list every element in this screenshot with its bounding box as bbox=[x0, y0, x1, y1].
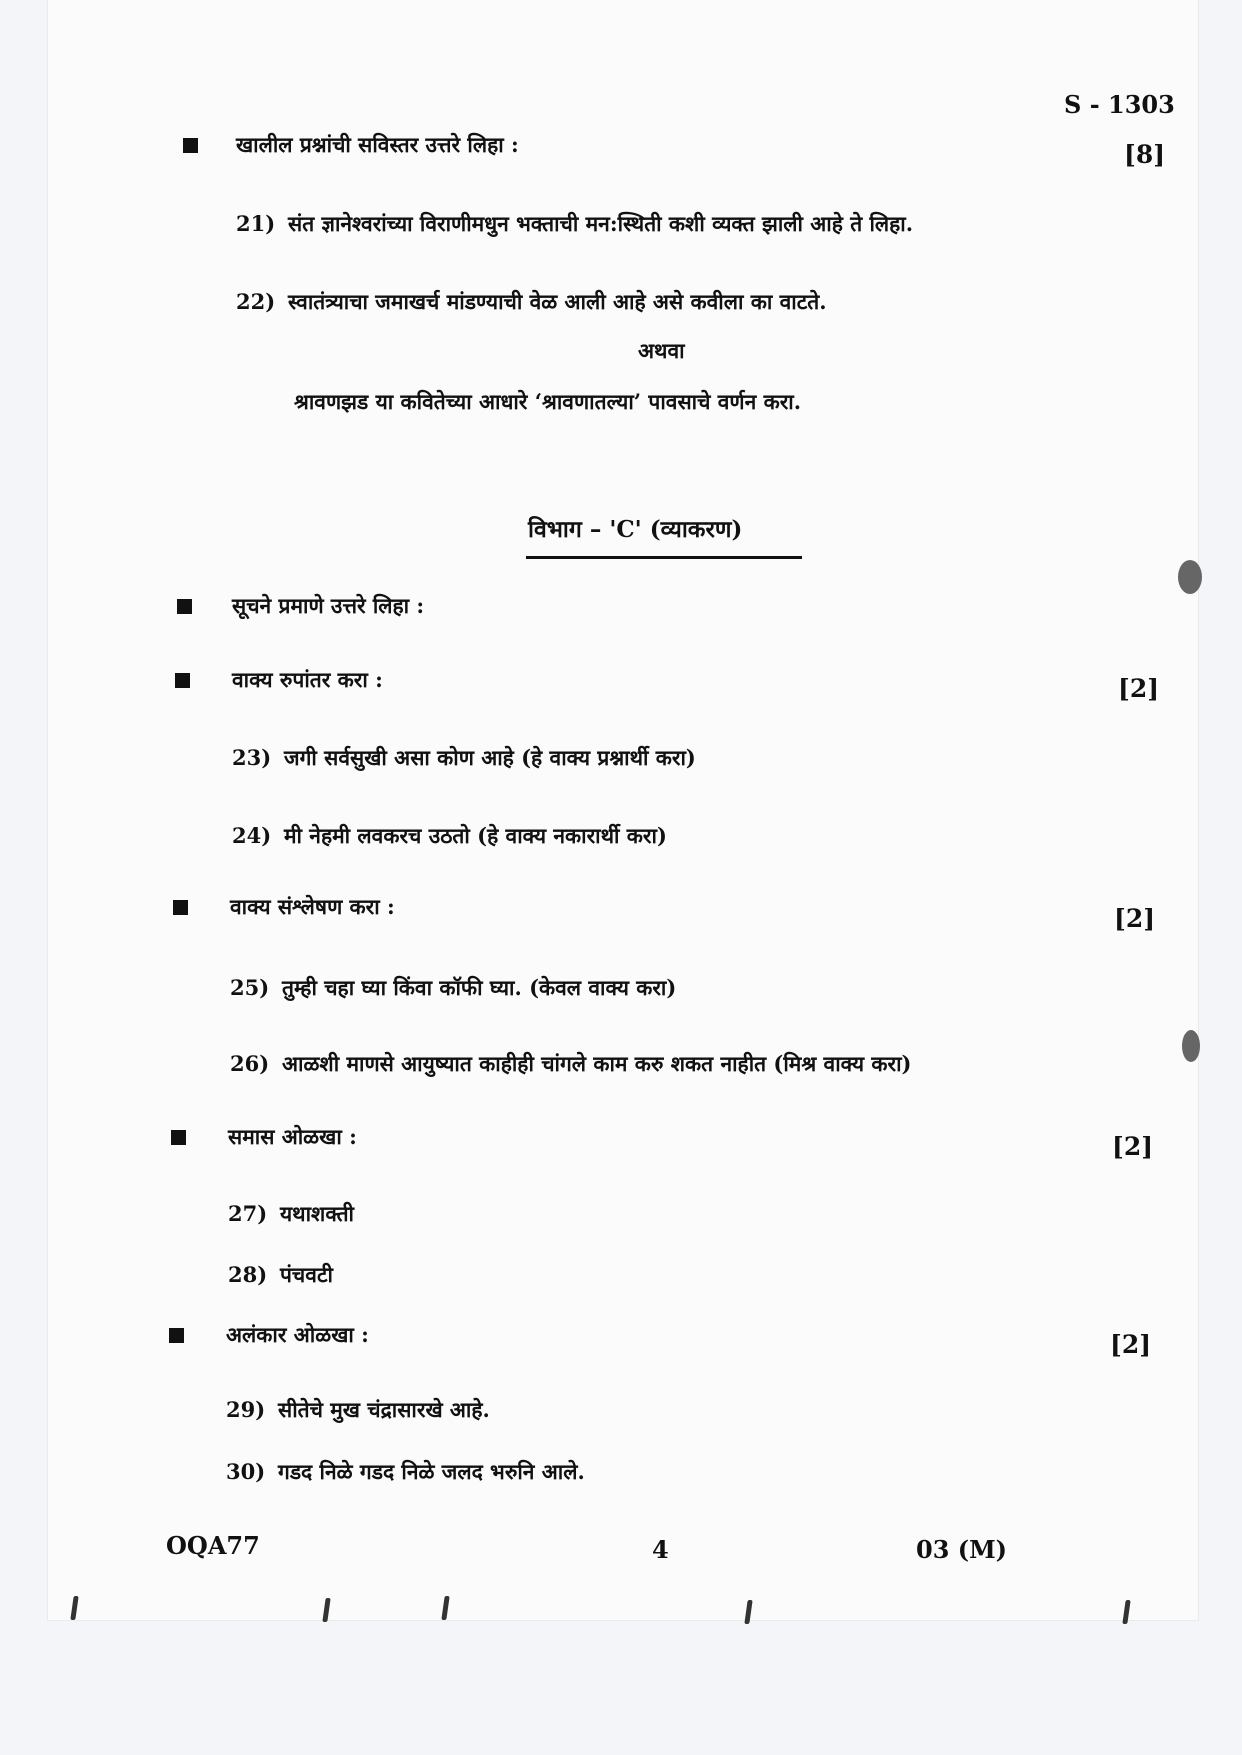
marks-alankar: [2] bbox=[1110, 1330, 1152, 1359]
question-text: मी नेहमी लवकरच उठतो (हे वाक्य नकारार्थी करा) bbox=[284, 823, 667, 848]
question-number: 28) bbox=[228, 1262, 268, 1287]
label-synthesis: वाक्य संश्लेषण करा : bbox=[230, 894, 395, 919]
question-text: जगी सर्वसुखी असा कोण आहे (हे वाक्य प्रश्नार्थी करा) bbox=[284, 745, 696, 770]
question-text: आळशी माणसे आयुष्यात काहीही चांगले काम करु शकत नाहीत (मिश्र वाक्य करा) bbox=[282, 1051, 912, 1076]
paper-code: S - 1303 bbox=[1064, 90, 1175, 119]
instruction-grammar: सूचने प्रमाणे उत्तरे लिहा : bbox=[232, 593, 425, 618]
question-30 bbox=[226, 1458, 585, 1486]
question-number: 27) bbox=[228, 1201, 268, 1226]
question-27 bbox=[228, 1200, 354, 1228]
label-alankar: अलंकार ओळखा : bbox=[226, 1322, 369, 1347]
question-text: संत ज्ञानेश्वरांच्या विराणीमधुन भक्ताची मन:स्थिती कशी व्यक्त झाली आहे ते लिहा. bbox=[288, 211, 914, 236]
question-text: स्वातंत्र्याचा जमाखर्च मांडण्याची वेळ आली आहे असे कवीला का वाटते. bbox=[288, 289, 827, 314]
marks-long-answers: [8] bbox=[1124, 140, 1166, 169]
bullet-icon bbox=[177, 599, 192, 614]
question-25 bbox=[230, 974, 676, 1002]
question-number: 24) bbox=[232, 823, 272, 848]
question-number: 29) bbox=[226, 1397, 266, 1422]
question-number: 22) bbox=[236, 289, 276, 314]
marks-transform: [2] bbox=[1118, 674, 1160, 703]
question-text: यथाशक्ती bbox=[280, 1201, 354, 1226]
question-29 bbox=[226, 1396, 490, 1424]
question-text: सीतेचे मुख चंद्रासारखे आहे. bbox=[278, 1397, 490, 1422]
question-text: पंचवटी bbox=[280, 1262, 333, 1287]
bullet-icon bbox=[173, 900, 188, 915]
question-23 bbox=[232, 744, 696, 772]
question-number: 30) bbox=[226, 1459, 266, 1484]
question-number: 21) bbox=[236, 211, 276, 236]
question-24 bbox=[232, 822, 667, 850]
marks-synthesis: [2] bbox=[1114, 904, 1156, 933]
bullet-icon bbox=[169, 1328, 184, 1343]
marks-samas: [2] bbox=[1112, 1132, 1154, 1161]
punch-hole-mark bbox=[1178, 560, 1202, 594]
question-number: 26) bbox=[230, 1051, 270, 1076]
question-21 bbox=[236, 210, 913, 238]
punch-hole-mark bbox=[1182, 1030, 1200, 1062]
question-text: तुम्ही चहा घ्या किंवा कॉफी घ्या. (केवल वाक्य करा) bbox=[282, 975, 677, 1000]
section-c-heading: विभाग – 'C' (व्याकरण) bbox=[528, 516, 743, 543]
label-transform: वाक्य रुपांतर करा : bbox=[232, 667, 383, 692]
or-separator: अथवा bbox=[638, 338, 685, 363]
question-28 bbox=[228, 1261, 333, 1289]
question-text: गडद निळे गडद निळे जलद भरुनि आले. bbox=[278, 1459, 585, 1484]
question-26 bbox=[230, 1050, 911, 1078]
footer-series: 03 (M) bbox=[916, 1535, 1008, 1564]
exam-page bbox=[48, 0, 1198, 1620]
bullet-icon bbox=[175, 673, 190, 688]
question-22 bbox=[236, 288, 827, 316]
page-number: 4 bbox=[652, 1535, 669, 1564]
instruction-long-answers: खालील प्रश्नांची सविस्तर उत्तरे लिहा : bbox=[236, 132, 519, 157]
bullet-icon bbox=[183, 138, 198, 153]
footer-code: OQA77 bbox=[166, 1531, 260, 1560]
heading-underline bbox=[526, 556, 802, 559]
question-number: 25) bbox=[230, 975, 270, 1000]
bullet-icon bbox=[171, 1130, 186, 1145]
label-samas: समास ओळखा : bbox=[228, 1124, 357, 1149]
question-22-alternative: श्रावणझड या कवितेच्या आधारे ‘श्रावणातल्या’ पावसाचे वर्णन करा. bbox=[294, 389, 802, 414]
question-number: 23) bbox=[232, 745, 272, 770]
